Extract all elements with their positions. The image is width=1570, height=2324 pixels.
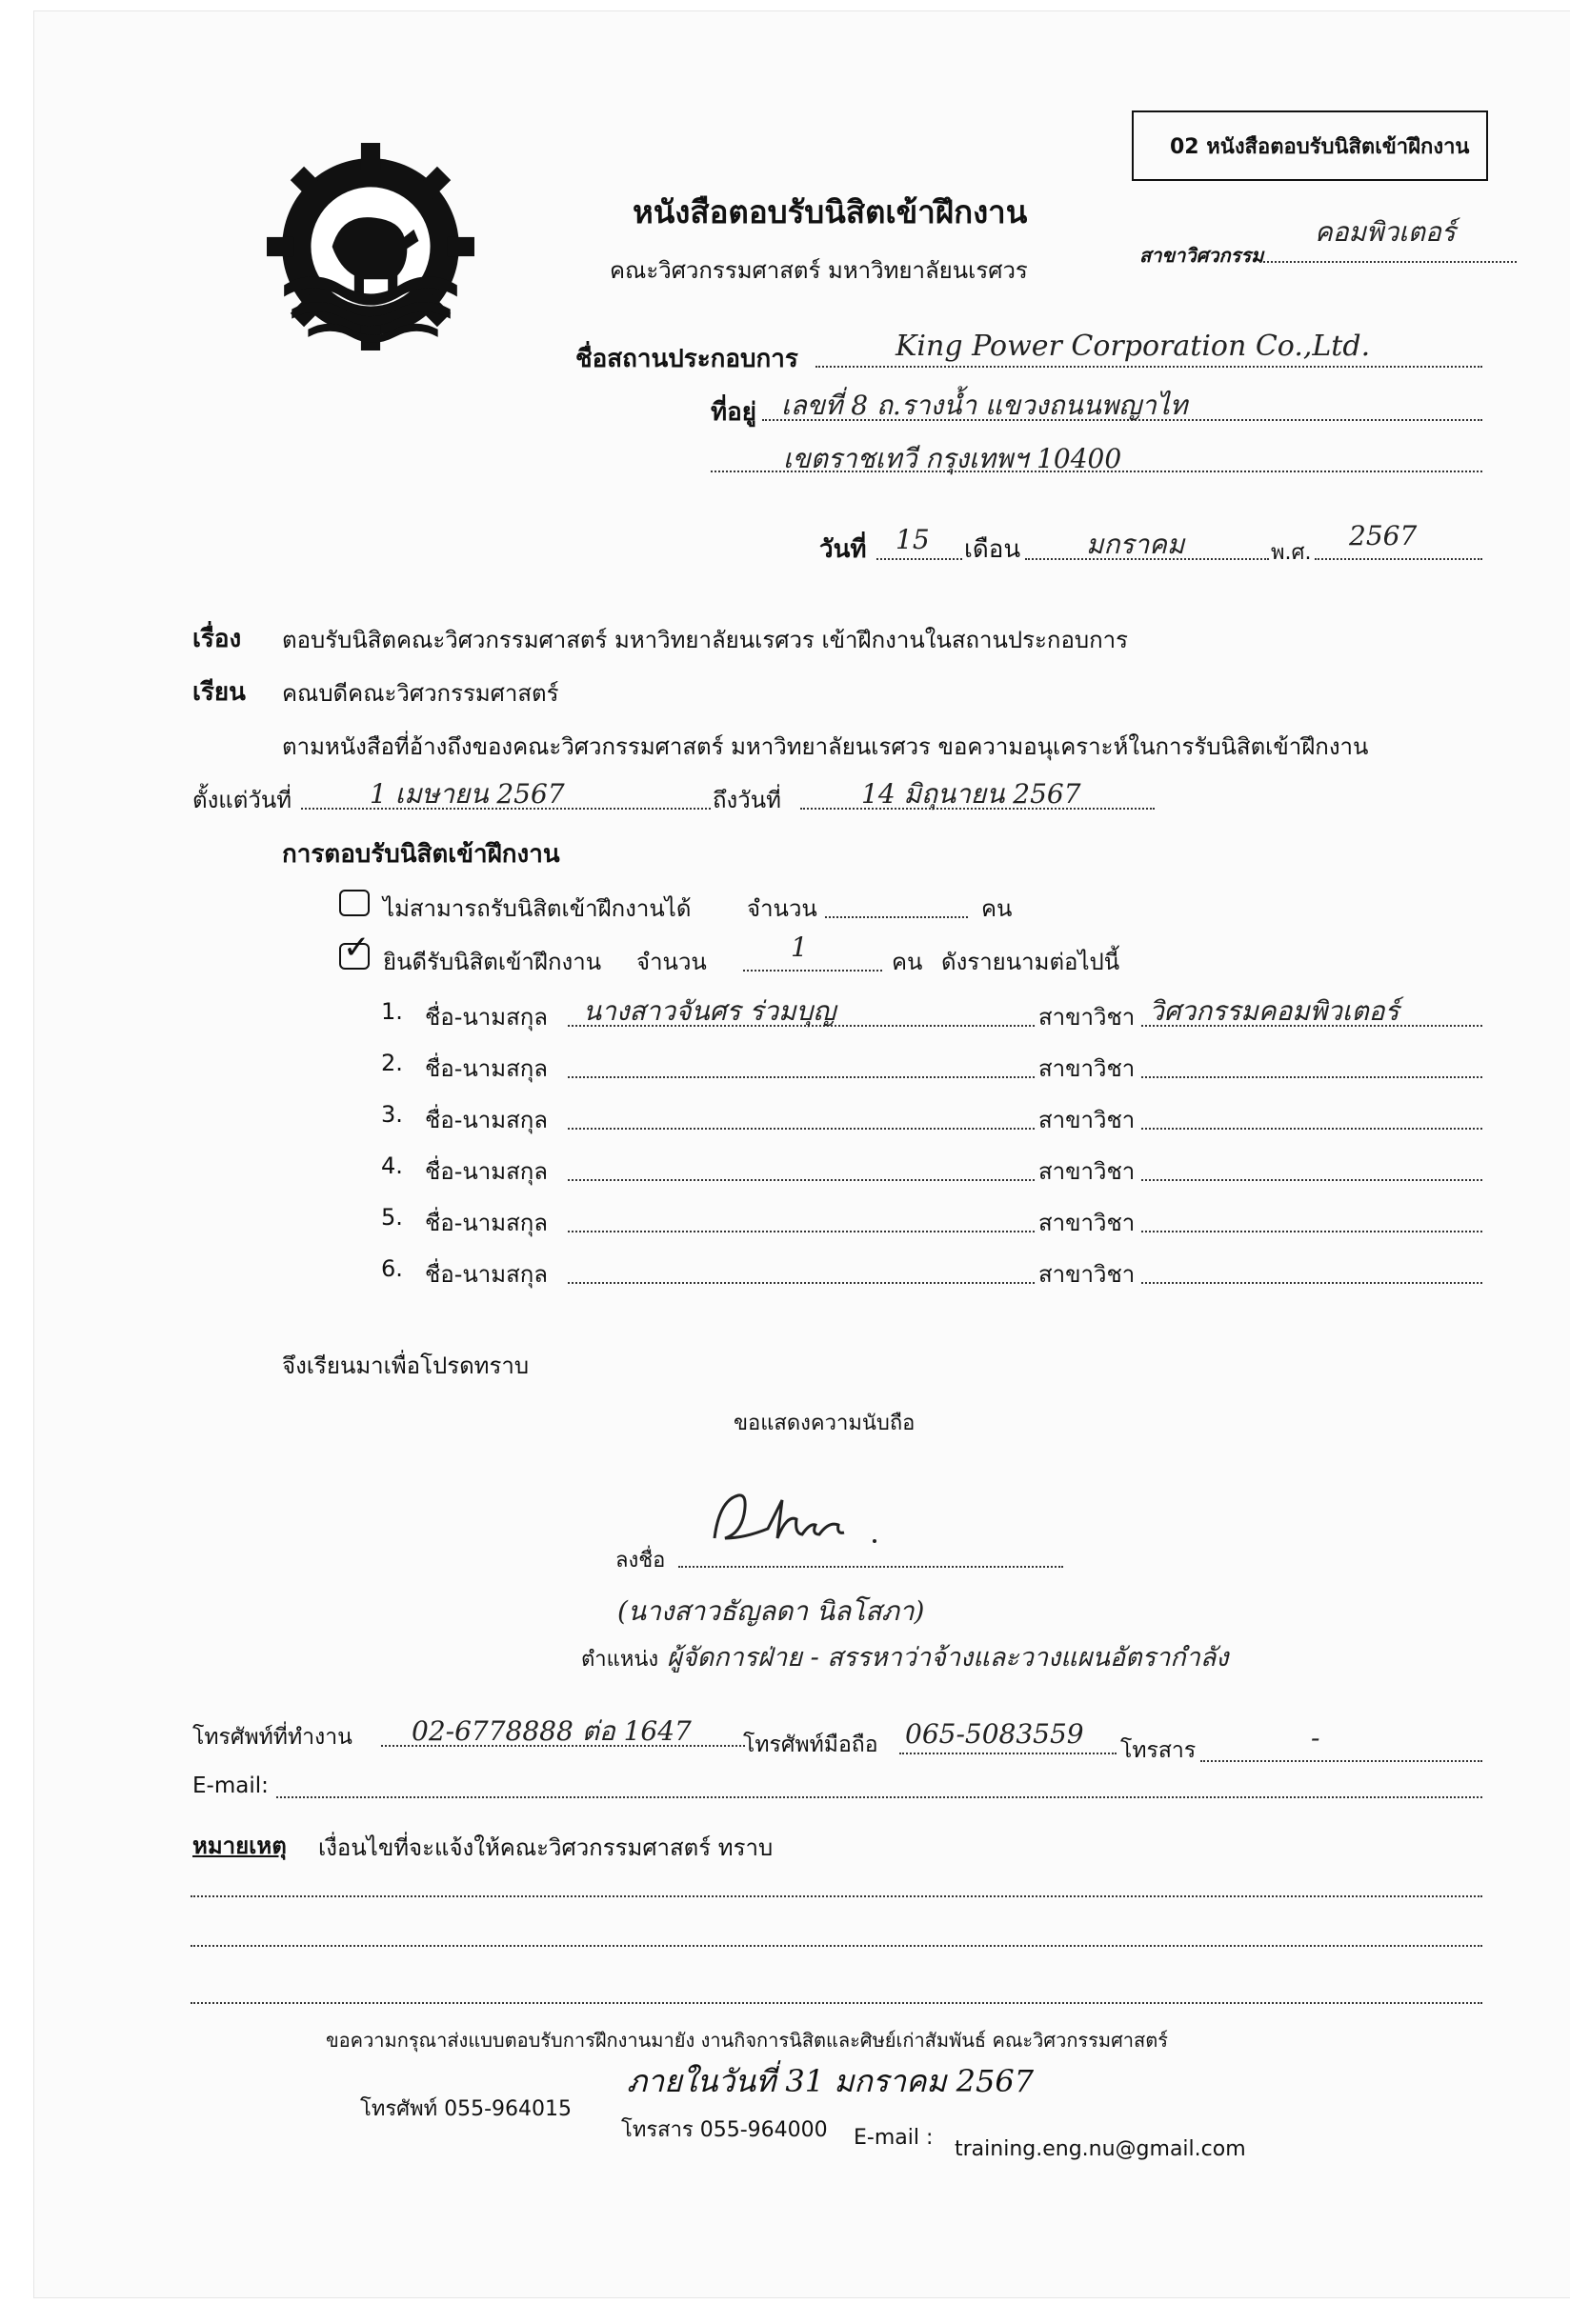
body-to-value: 14 มิถุนายน 2567 [861,778,1081,810]
remark-text: เงื่อนไขที่จะแจ้งให้คณะวิศวกรรมศาสตร์ ทราบ [318,1834,774,1861]
fax: - [1311,1722,1320,1753]
student-name-label: ชื่อ-นามสกุล [425,1158,548,1185]
body-line-1: ตามหนังสือที่อ้างถึงของคณะวิศวกรรมศาสตร์ มหาวิทยาลัยนเรศวร ขอความอนุเคราะห์ในการรับนิสิตเข้าฝึกงาน [282,733,1369,760]
accept-list-suffix: ดังรายนามต่อไปนี้ [941,949,1120,975]
student-major-label: สาขาวิชา [1038,1261,1136,1288]
student-name: นางสาวจันศร ร่วมบุญ [583,995,836,1027]
dept-value: คอมพิวเตอร์ [1315,216,1456,248]
student-name-line [568,1128,1035,1130]
date-year-line [1315,558,1482,560]
footer-email-label: E-mail : [854,2126,934,2150]
remark-line-1 [191,1895,1482,1897]
body-to-label: ถึงวันที่ [713,787,781,813]
subject-label: เรื่อง [192,625,242,653]
address-value-2: เขตราชเทวี กรุงเทพฯ 10400 [783,443,1122,474]
position-label: ตำแหน่ง [581,1648,659,1672]
body-from-label: ตั้งแต่วันที่ [192,787,292,813]
student-major-line [1141,1076,1482,1078]
student-name-label: ชื่อ-นามสกุล [425,1107,548,1133]
accept-unit: คน [892,949,923,975]
student-no: 5. [381,1204,403,1231]
sign-label: ลงชื่อ [615,1549,666,1573]
mobile-line [899,1753,1117,1754]
mobile-label: โทรศัพท์มือถือ [743,1733,878,1757]
date-day-line [876,558,962,560]
student-no: 3. [381,1101,403,1128]
office-phone-label: โทรศัพท์ที่ทำงาน [192,1725,352,1750]
student-major-label: สาขาวิชา [1038,1210,1136,1236]
date-year-label: พ.ศ. [1271,541,1312,565]
remark-line-3 [191,2002,1482,2004]
student-no: 1. [381,998,403,1025]
student-name-label: ชื่อ-นามสกุล [425,1055,548,1082]
remark-label: หมายเหตุ [192,1833,287,1859]
student-no: 6. [381,1255,403,1282]
student-name-label: ชื่อ-นามสกุล [425,1210,548,1236]
date-day-label: วันที่ [819,535,867,564]
sign-line [678,1566,1063,1568]
email-line [276,1796,1482,1798]
footer-deadline: ภายในวันที่ 31 มกราคม 2567 [627,2063,1035,2099]
student-major-label: สาขาวิชา [1038,1055,1136,1082]
closing-line: จึงเรียนมาเพื่อโปรดทราบ [282,1352,530,1379]
student-name-label: ชื่อ-นามสกุล [425,1261,548,1288]
accept-label: ยินดีรับนิสิตเข้าฝึกงาน [383,949,602,975]
dept-label: สาขาวิศวกรรม [1139,244,1264,267]
address-value-1: เลขที่ 8 ถ.รางน้ำ แขวงถนนพญาไท [781,390,1188,421]
form-tag: 02 หนังสือตอบรับนิสิตเข้าฝึกงาน [1170,135,1470,159]
accept-count-label: จำนวน [636,949,707,975]
position-value: ผู้จัดการฝ่าย - สรรหาว่าจ้างและวางแผนอัตรากำลัง [667,1643,1229,1673]
body-from-value: 1 เมษายน 2567 [370,778,565,810]
establishment-name-line [815,366,1482,368]
footer-phone: โทรศัพท์ 055-964015 [360,2097,573,2121]
dept-line [1259,261,1517,263]
acceptance-heading: การตอบรับนิสิตเข้าฝึกงาน [282,840,560,869]
footer-request: ขอความกรุณาส่งแบบตอบรับการฝึกงานมายัง งานกิจการนิสิตและศิษย์เก่าสัมพันธ์ คณะวิศวกรรมศาสตร์ [326,2029,1168,2052]
establishment-name: King Power Corporation Co.,Ltd. [896,330,1371,363]
student-name-line [568,1282,1035,1284]
subject-text: ตอบรับนิสิตคณะวิศวกรรมศาสตร์ มหาวิทยาลัยนเรศวร เข้าฝึกงานในสถานประกอบการ [282,627,1129,653]
page-title: หนังสือตอบรับนิสิตเข้าฝึกงาน [633,193,1028,230]
closing-regards: ขอแสดงความนับถือ [734,1412,916,1435]
student-name-line [568,1179,1035,1181]
accept-check-mark: ✓ [343,929,371,967]
student-name-label: ชื่อ-นามสกุล [425,1004,548,1031]
student-major-label: สาขาวิชา [1038,1158,1136,1185]
establishment-name-label: ชื่อสถานประกอบการ [575,345,798,373]
mobile: 065-5083559 [905,1718,1084,1750]
date-day: 15 [896,524,930,555]
student-major-label: สาขาวิชา [1038,1004,1136,1031]
student-major-label: สาขาวิชา [1038,1107,1136,1133]
email-label: E-mail: [192,1773,269,1798]
student-major-line [1141,1231,1482,1232]
footer-email[interactable]: training.eng.nu@gmail.com [955,2137,1246,2161]
reject-unit: คน [981,895,1013,922]
signer-name: (นางสาวธัญลดา นิลโสภา) [617,1595,925,1627]
to-label: เรียน [192,678,246,707]
office-phone: 02-6778888 ต่อ 1647 [412,1715,692,1747]
reject-label: ไม่สามารถรับนิสิตเข้าฝึกงานได้ [383,895,692,922]
to-text: คณบดีคณะวิศวกรรมศาสตร์ [282,680,559,707]
accept-count-value: 1 [791,932,808,963]
signature [705,1486,896,1553]
reject-count-line [825,916,968,918]
page-subtitle: คณะวิศวกรรมศาสตร์ มหาวิทยาลัยนเรศวร [610,257,1028,284]
fax-line [1200,1760,1482,1762]
fax-label: โทรสาร [1120,1738,1197,1763]
date-month: มกราคม [1086,529,1185,560]
student-name-line [568,1076,1035,1078]
student-major-line [1141,1128,1482,1130]
footer-fax: โทรสาร 055-964000 [621,2118,828,2142]
remark-line-2 [191,1945,1482,1947]
reject-count-label: จำนวน [747,895,817,922]
faculty-logo [265,141,476,352]
student-major: วิศวกรรมคอมพิวเตอร์ [1149,995,1399,1027]
student-no: 2. [381,1050,403,1076]
address-label: ที่อยู่ [711,398,756,427]
student-no: 4. [381,1152,403,1179]
date-year: 2567 [1349,520,1418,551]
student-major-line [1141,1179,1482,1181]
date-month-label: เดือน [964,535,1021,564]
student-major-line [1141,1282,1482,1284]
reject-checkbox[interactable] [339,890,370,916]
accept-count-line [743,970,882,972]
student-name-line [568,1231,1035,1232]
